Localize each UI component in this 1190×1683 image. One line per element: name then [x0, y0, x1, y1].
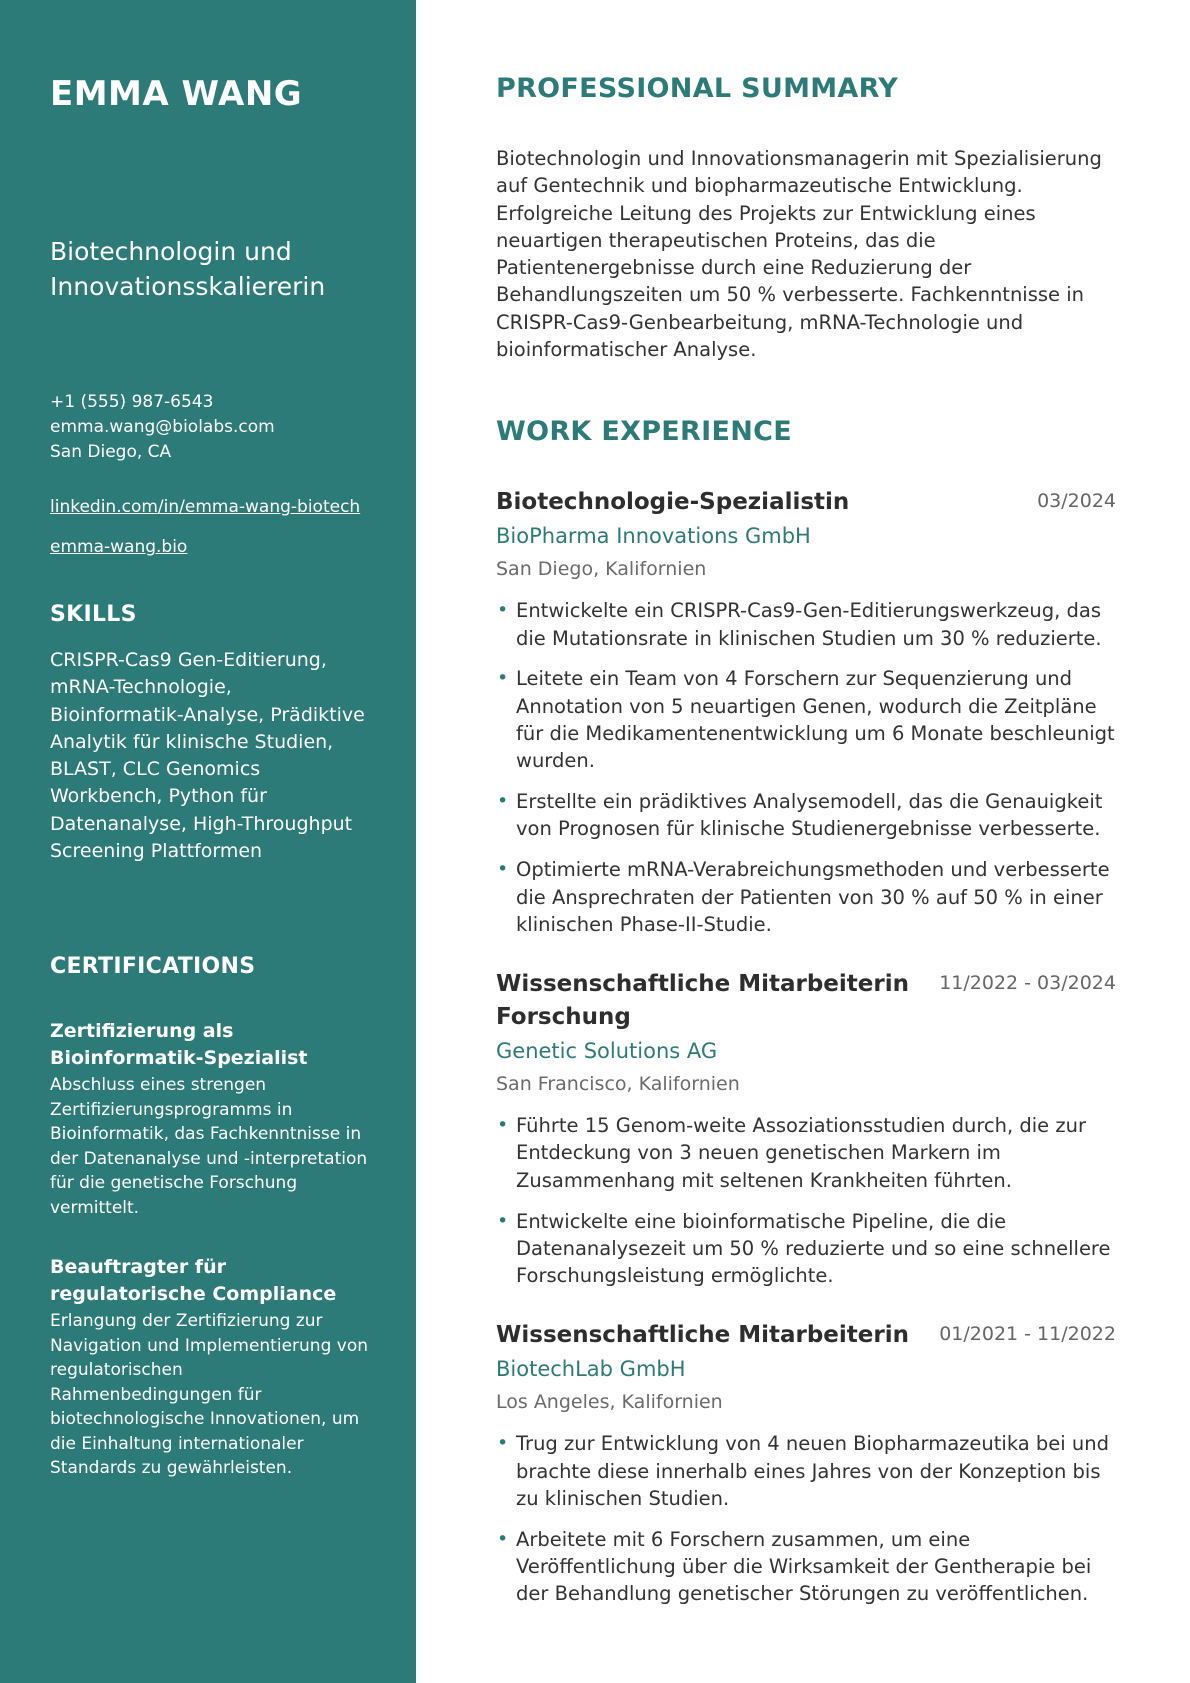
- home-location: San Diego, CA: [50, 442, 172, 462]
- summary-heading: PROFESSIONAL SUMMARY: [496, 73, 899, 104]
- achievement-text: Erstellte ein prädiktives Analysemodell, das die Genauigkeit von Prognosen für klinische Studienergebnisse verbesserte.: [516, 790, 1103, 841]
- contact-info: [50, 390, 376, 465]
- job-date: 01/2021 - 11/2022: [939, 1323, 1116, 1346]
- job-achievements: [496, 1430, 1116, 1607]
- skills-heading: SKILLS: [50, 602, 137, 627]
- job-title: Biotechnologie-Spezialistin: [496, 489, 850, 516]
- bullet-icon: •: [497, 1114, 509, 1137]
- job-header: [496, 486, 1116, 519]
- job-entry: [496, 968, 1116, 1289]
- sidebar: [0, 0, 416, 1683]
- company-name: BioPharma Innovations GmbH: [496, 524, 811, 549]
- bullet-icon: •: [497, 1527, 509, 1550]
- bullet-icon: •: [497, 1209, 509, 1232]
- certification-title: Zertifizierung als Bioinformatik-Spezialist: [50, 1020, 308, 1070]
- achievement-item: [496, 1430, 1116, 1512]
- job-date: 11/2022 - 03/2024: [939, 972, 1116, 995]
- achievement-text: Führte 15 Genom-weite Assoziationsstudien durch, die zur Entdeckung von 3 neuen genetischen Markern im Zusammenhang mit seltenen Krankheiten führten.: [516, 1114, 1086, 1192]
- job-achievements: [496, 1112, 1116, 1289]
- achievement-text: Arbeitete mit 6 Forschern zusammen, um eine Veröffentlichung über die Wirksamkeit der Gentherapie bei der Behandlung genetischer Störungen zu veröffentlichen.: [516, 1527, 1092, 1606]
- bullet-icon: •: [497, 790, 509, 813]
- certifications-heading: CERTIFICATIONS: [50, 954, 256, 980]
- certification-item: [50, 1254, 370, 1481]
- certification-title: Beauftragter für regulatorische Compliance: [50, 1256, 337, 1306]
- bullet-icon: •: [497, 1432, 509, 1455]
- certification-description: Erlangung der Zertifizierung zur Navigation und Implementierung von regulatorischen Rahmenbedingungen für biotechnologische Innovationen, um die Einhaltung internationaler Standards zu gewährleisten.: [50, 1311, 368, 1479]
- company-name: BiotechLab GmbH: [496, 1357, 686, 1382]
- linkedin-link[interactable]: linkedin.com/in/emma-wang-biotech: [50, 497, 361, 517]
- bullet-icon: •: [497, 599, 509, 622]
- achievement-text: Optimierte mRNA-Verabreichungsmethoden und verbesserte die Ansprechraten der Patienten von 30 % auf 50 % in einer klinischen Phase-II-Studie.: [516, 858, 1110, 936]
- achievement-item: [496, 1112, 1116, 1194]
- job-entry: [496, 1319, 1116, 1607]
- job-location: San Francisco, Kalifornien: [496, 1073, 740, 1096]
- achievement-item: [496, 597, 1116, 652]
- achievement-item: [496, 1526, 1116, 1608]
- certification-item: [50, 1018, 370, 1220]
- bullet-icon: •: [497, 858, 509, 881]
- achievement-item: [496, 1208, 1116, 1290]
- job-header: [496, 968, 1116, 1034]
- achievement-text: Entwickelte eine bioinformatische Pipeline, die die Datenanalysezeit um 50 % reduzierte und so eine schnellere Forschungsleistung ermöglichte.: [516, 1209, 1111, 1288]
- candidate-headline: Biotechnologin und Innovationsskaliererin: [50, 237, 326, 301]
- job-title: Wissenschaftliche Mitarbeiterin Forschung: [496, 971, 909, 1031]
- job-date: 03/2024: [1037, 490, 1116, 513]
- job-achievements: [496, 597, 1116, 938]
- company-name: Genetic Solutions AG: [496, 1039, 718, 1064]
- certification-description: Abschluss eines strengen Zertifizierungsprogramms in Bioinformatik, das Fachkenntnisse in der Datenanalyse und -interpretation für die genetische Forschung vermittelt.: [50, 1075, 368, 1218]
- email-address: emma.wang@biolabs.com: [50, 417, 275, 437]
- achievement-text: Entwickelte ein CRISPR-Cas9-Gen-Editierungswerkzeug, das die Mutationsrate in klinischen Studien um 30 % reduzierte.: [516, 599, 1102, 650]
- work-experience-heading: WORK EXPERIENCE: [496, 416, 792, 448]
- job-title: Wissenschaftliche Mitarbeiterin: [496, 1322, 909, 1349]
- achievement-item: [496, 856, 1116, 938]
- candidate-name: EMMA WANG: [50, 74, 303, 114]
- job-location: San Diego, Kalifornien: [496, 558, 707, 581]
- job-entry: [496, 486, 1116, 938]
- professional-summary: Biotechnologin und Innovationsmanagerin mit Spezialisierung auf Gentechnik und biopharmazeutische Entwicklung. Erfolgreiche Leitung des Projekts zur Entwicklung eines neuartigen therapeutischen Proteins, das die Patientenergebnisse durch eine Reduzierung der Behandlungszeiten um 50 % verbesserte. Fachkenntnisse in CRISPR-Cas9-Genbearbeitung, mRNA-Technologie und bioinformatischer Analyse.: [496, 147, 1102, 362]
- achievement-text: Trug zur Entwicklung von 4 neuen Biopharmazeutika bei und brachte diese innerhalb eines Jahres von der Konzeption bis zu klinischen Studien.: [516, 1432, 1109, 1511]
- website-link[interactable]: emma-wang.bio: [50, 537, 188, 557]
- main-content: [416, 0, 1190, 1683]
- phone-number: +1 (555) 987-6543: [50, 392, 214, 412]
- job-header: [496, 1319, 1116, 1352]
- achievement-text: Leitete ein Team von 4 Forschern zur Sequenzierung und Annotation von 5 neuartigen Genen, wodurch die Zeitpläne für die Medikamentenentwicklung um 6 Monate beschleunigt wurden.: [516, 667, 1115, 773]
- profile-links: [50, 495, 376, 560]
- achievement-item: [496, 788, 1116, 843]
- bullet-icon: •: [497, 667, 509, 690]
- skills-list: CRISPR-Cas9 Gen-Editierung, mRNA-Technologie, Bioinformatik-Analyse, Prädiktive Analytik für klinische Studien, BLAST, CLC Genomics Workbench, Python für Datenanalyse, High-Throughput Screening Plattformen: [50, 649, 365, 863]
- achievement-item: [496, 665, 1116, 774]
- job-location: Los Angeles, Kalifornien: [496, 1391, 723, 1414]
